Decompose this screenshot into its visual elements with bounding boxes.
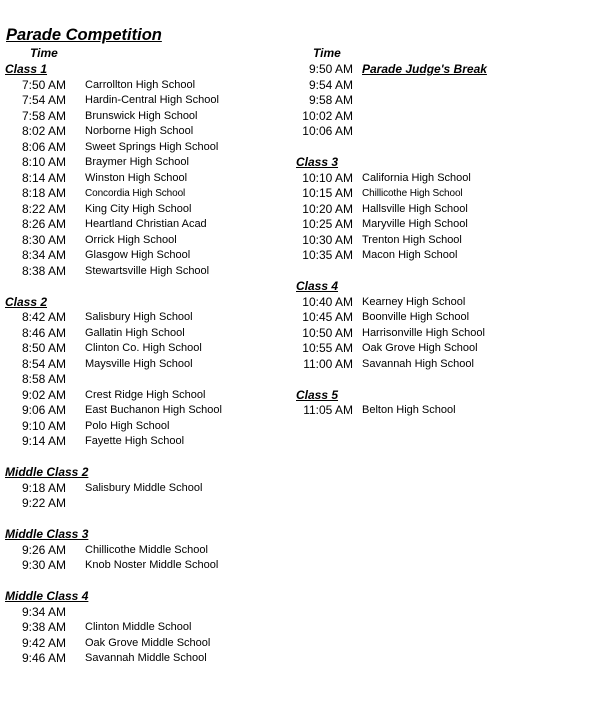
school-name: Salisbury High School bbox=[85, 311, 193, 323]
schedule-row bbox=[5, 434, 295, 450]
schedule-row bbox=[5, 403, 295, 419]
school-name: Crest Ridge High School bbox=[85, 388, 206, 401]
schedule-row bbox=[5, 217, 295, 233]
slot-time: 9:58 AM bbox=[308, 93, 353, 107]
section-label-class-4: Class 4 bbox=[296, 279, 339, 293]
school-name: Concordia High School bbox=[85, 188, 186, 199]
slot-time: 8:50 AM bbox=[21, 341, 66, 355]
slot-time: 10:55 AM bbox=[302, 341, 353, 355]
school-name: Chillicothe Middle School bbox=[85, 543, 208, 556]
schedule-row bbox=[5, 140, 295, 156]
schedule-row bbox=[5, 202, 295, 218]
slot-time: 9:02 AM bbox=[21, 387, 66, 402]
schedule-row bbox=[5, 543, 295, 559]
schedule-column-right bbox=[296, 62, 596, 419]
schedule-row bbox=[5, 93, 295, 109]
school-name: Macon High School bbox=[362, 249, 458, 261]
schedule-row bbox=[296, 202, 596, 218]
school-name: Gallatin High School bbox=[85, 326, 185, 339]
slot-time: 8:06 AM bbox=[21, 139, 66, 154]
slot-time: 10:40 AM bbox=[302, 294, 353, 309]
slot-time: 8:42 AM bbox=[21, 310, 66, 324]
school-name: Heartland Christian Acad bbox=[85, 218, 207, 230]
slot-time: 8:38 AM bbox=[21, 263, 66, 278]
schedule-row bbox=[296, 171, 596, 187]
school-name: Oak Grove High School bbox=[362, 342, 478, 354]
section-spacer bbox=[296, 264, 596, 280]
schedule-row bbox=[296, 93, 596, 109]
slot-time: 9:18 AM bbox=[21, 480, 66, 495]
section-label-middle-class-4: Middle Class 4 bbox=[5, 589, 89, 603]
slot-time: 8:18 AM bbox=[21, 186, 66, 200]
slot-time: 10:25 AM bbox=[302, 217, 353, 231]
school-name: Clinton Co. High School bbox=[85, 342, 202, 354]
section-spacer bbox=[296, 140, 596, 156]
slot-time: 8:10 AM bbox=[21, 155, 66, 169]
judges-break-label: Parade Judge's Break bbox=[362, 62, 487, 76]
school-name: Braymer High School bbox=[85, 156, 189, 168]
section-spacer bbox=[5, 279, 295, 295]
school-name: Knob Noster Middle School bbox=[85, 559, 219, 571]
school-name: Savannah Middle School bbox=[85, 652, 207, 664]
slot-time: 9:22 AM bbox=[21, 496, 66, 510]
school-name: Polo High School bbox=[85, 419, 170, 432]
schedule-row bbox=[5, 388, 295, 404]
school-name: Brunswick High School bbox=[85, 109, 198, 122]
section-spacer bbox=[5, 450, 295, 466]
slot-time: 8:26 AM bbox=[21, 217, 66, 231]
slot-time: 7:50 AM bbox=[21, 77, 66, 92]
slot-time: 10:15 AM bbox=[302, 186, 353, 200]
slot-time: 8:34 AM bbox=[21, 248, 66, 262]
schedule-row bbox=[296, 403, 596, 419]
schedule-row bbox=[5, 372, 295, 388]
slot-time: 9:54 AM bbox=[308, 77, 353, 92]
slot-time: 9:14 AM bbox=[21, 434, 66, 448]
school-name: Maysville High School bbox=[85, 357, 193, 370]
school-name: King City High School bbox=[85, 202, 192, 215]
school-name: California High School bbox=[362, 171, 471, 184]
schedule-row bbox=[5, 233, 295, 249]
schedule-row bbox=[5, 248, 295, 264]
page-title: Parade Competition bbox=[6, 26, 162, 44]
schedule-row bbox=[296, 186, 596, 202]
schedule-row bbox=[5, 171, 295, 187]
slot-time: 9:10 AM bbox=[21, 418, 66, 433]
schedule-row bbox=[5, 326, 295, 342]
school-name: Boonville High School bbox=[362, 311, 470, 323]
school-name: Carrollton High School bbox=[85, 78, 196, 91]
school-name: Kearney High School bbox=[362, 295, 466, 308]
slot-time: 10:20 AM bbox=[302, 201, 353, 216]
slot-time: 11:00 AM bbox=[303, 356, 353, 371]
slot-time: 10:30 AM bbox=[302, 232, 353, 247]
schedule-row bbox=[296, 341, 596, 357]
section-label-middle-class-3: Middle Class 3 bbox=[5, 527, 89, 541]
slot-time: 10:06 AM bbox=[302, 124, 353, 138]
schedule-row bbox=[5, 341, 295, 357]
schedule-row bbox=[296, 248, 596, 264]
schedule-row bbox=[5, 310, 295, 326]
time-column-header-right: Time bbox=[313, 46, 341, 60]
schedule-row bbox=[296, 78, 596, 94]
schedule-column-left bbox=[5, 62, 295, 667]
schedule-row bbox=[296, 62, 596, 78]
school-name: Winston High School bbox=[85, 171, 188, 184]
schedule-row bbox=[5, 186, 295, 202]
section-label-class-3: Class 3 bbox=[296, 155, 339, 169]
slot-time: 9:46 AM bbox=[21, 651, 66, 665]
school-name: Norborne High School bbox=[85, 125, 194, 137]
slot-time: 11:05 AM bbox=[303, 403, 353, 417]
slot-time: 9:50 AM bbox=[308, 62, 353, 76]
schedule-row bbox=[296, 233, 596, 249]
section-label-class-1: Class 1 bbox=[5, 62, 48, 76]
school-name: Clinton Middle School bbox=[85, 621, 192, 633]
section-spacer bbox=[5, 574, 295, 590]
slot-time: 9:06 AM bbox=[21, 403, 66, 417]
schedule-row bbox=[296, 109, 596, 125]
schedule-row bbox=[296, 217, 596, 233]
school-name: East Buchanon High School bbox=[85, 404, 222, 416]
section-spacer bbox=[5, 512, 295, 528]
schedule-row bbox=[5, 651, 295, 667]
school-name: Hallsville High School bbox=[362, 202, 468, 215]
schedule-row bbox=[5, 636, 295, 652]
school-name: Chillicothe High School bbox=[362, 188, 463, 199]
schedule-row bbox=[5, 357, 295, 373]
schedule-row bbox=[5, 605, 295, 621]
schedule-row bbox=[5, 78, 295, 94]
schedule-row bbox=[296, 357, 596, 373]
slot-time: 10:35 AM bbox=[302, 248, 353, 262]
school-name: Glasgow High School bbox=[85, 249, 191, 261]
schedule-row bbox=[296, 295, 596, 311]
slot-time: 9:34 AM bbox=[21, 604, 66, 619]
schedule-row bbox=[5, 481, 295, 497]
slot-time: 10:02 AM bbox=[302, 108, 353, 123]
schedule-row bbox=[5, 155, 295, 171]
section-label-class-5: Class 5 bbox=[296, 387, 339, 402]
slot-time: 8:54 AM bbox=[21, 356, 66, 371]
slot-time: 9:38 AM bbox=[21, 620, 66, 634]
slot-time: 7:58 AM bbox=[21, 108, 66, 123]
section-label-class-2: Class 2 bbox=[5, 294, 48, 309]
school-name: Maryville High School bbox=[362, 218, 468, 230]
slot-time: 8:58 AM bbox=[21, 372, 66, 386]
school-name: Trenton High School bbox=[362, 233, 462, 246]
slot-time: 7:54 AM bbox=[21, 93, 66, 107]
schedule-row bbox=[5, 124, 295, 140]
school-name: Stewartsville High School bbox=[85, 264, 210, 277]
slot-time: 10:45 AM bbox=[302, 310, 353, 324]
slot-time: 9:26 AM bbox=[21, 542, 66, 557]
schedule-row bbox=[5, 109, 295, 125]
schedule-row bbox=[296, 326, 596, 342]
school-name: Hardin-Central High School bbox=[85, 94, 219, 106]
schedule-row bbox=[5, 620, 295, 636]
slot-time: 8:02 AM bbox=[21, 124, 66, 138]
slot-time: 9:30 AM bbox=[21, 558, 66, 572]
schedule-row bbox=[5, 264, 295, 280]
school-name: Belton High School bbox=[362, 404, 456, 416]
schedule-row bbox=[5, 558, 295, 574]
schedule-row bbox=[296, 310, 596, 326]
slot-time: 8:22 AM bbox=[21, 201, 66, 216]
school-name: Orrick High School bbox=[85, 233, 177, 246]
slot-time: 8:30 AM bbox=[21, 232, 66, 247]
slot-time: 8:46 AM bbox=[21, 325, 66, 340]
slot-time: 10:50 AM bbox=[302, 325, 353, 340]
school-name: Sweet Springs High School bbox=[85, 140, 219, 153]
slot-time: 9:42 AM bbox=[21, 635, 66, 650]
schedule-row bbox=[296, 124, 596, 140]
school-name: Fayette High School bbox=[85, 435, 185, 447]
section-spacer bbox=[296, 372, 596, 388]
section-label-middle-class-2: Middle Class 2 bbox=[5, 465, 89, 479]
slot-time: 10:10 AM bbox=[302, 170, 353, 185]
schedule-row bbox=[5, 496, 295, 512]
school-name: Oak Grove Middle School bbox=[85, 636, 211, 649]
school-name: Harrisonville High School bbox=[362, 326, 485, 339]
time-column-header-left: Time bbox=[30, 46, 58, 60]
slot-time: 8:14 AM bbox=[21, 170, 66, 185]
school-name: Salisbury Middle School bbox=[85, 481, 203, 494]
schedule-row bbox=[5, 419, 295, 435]
school-name: Savannah High School bbox=[362, 357, 474, 370]
